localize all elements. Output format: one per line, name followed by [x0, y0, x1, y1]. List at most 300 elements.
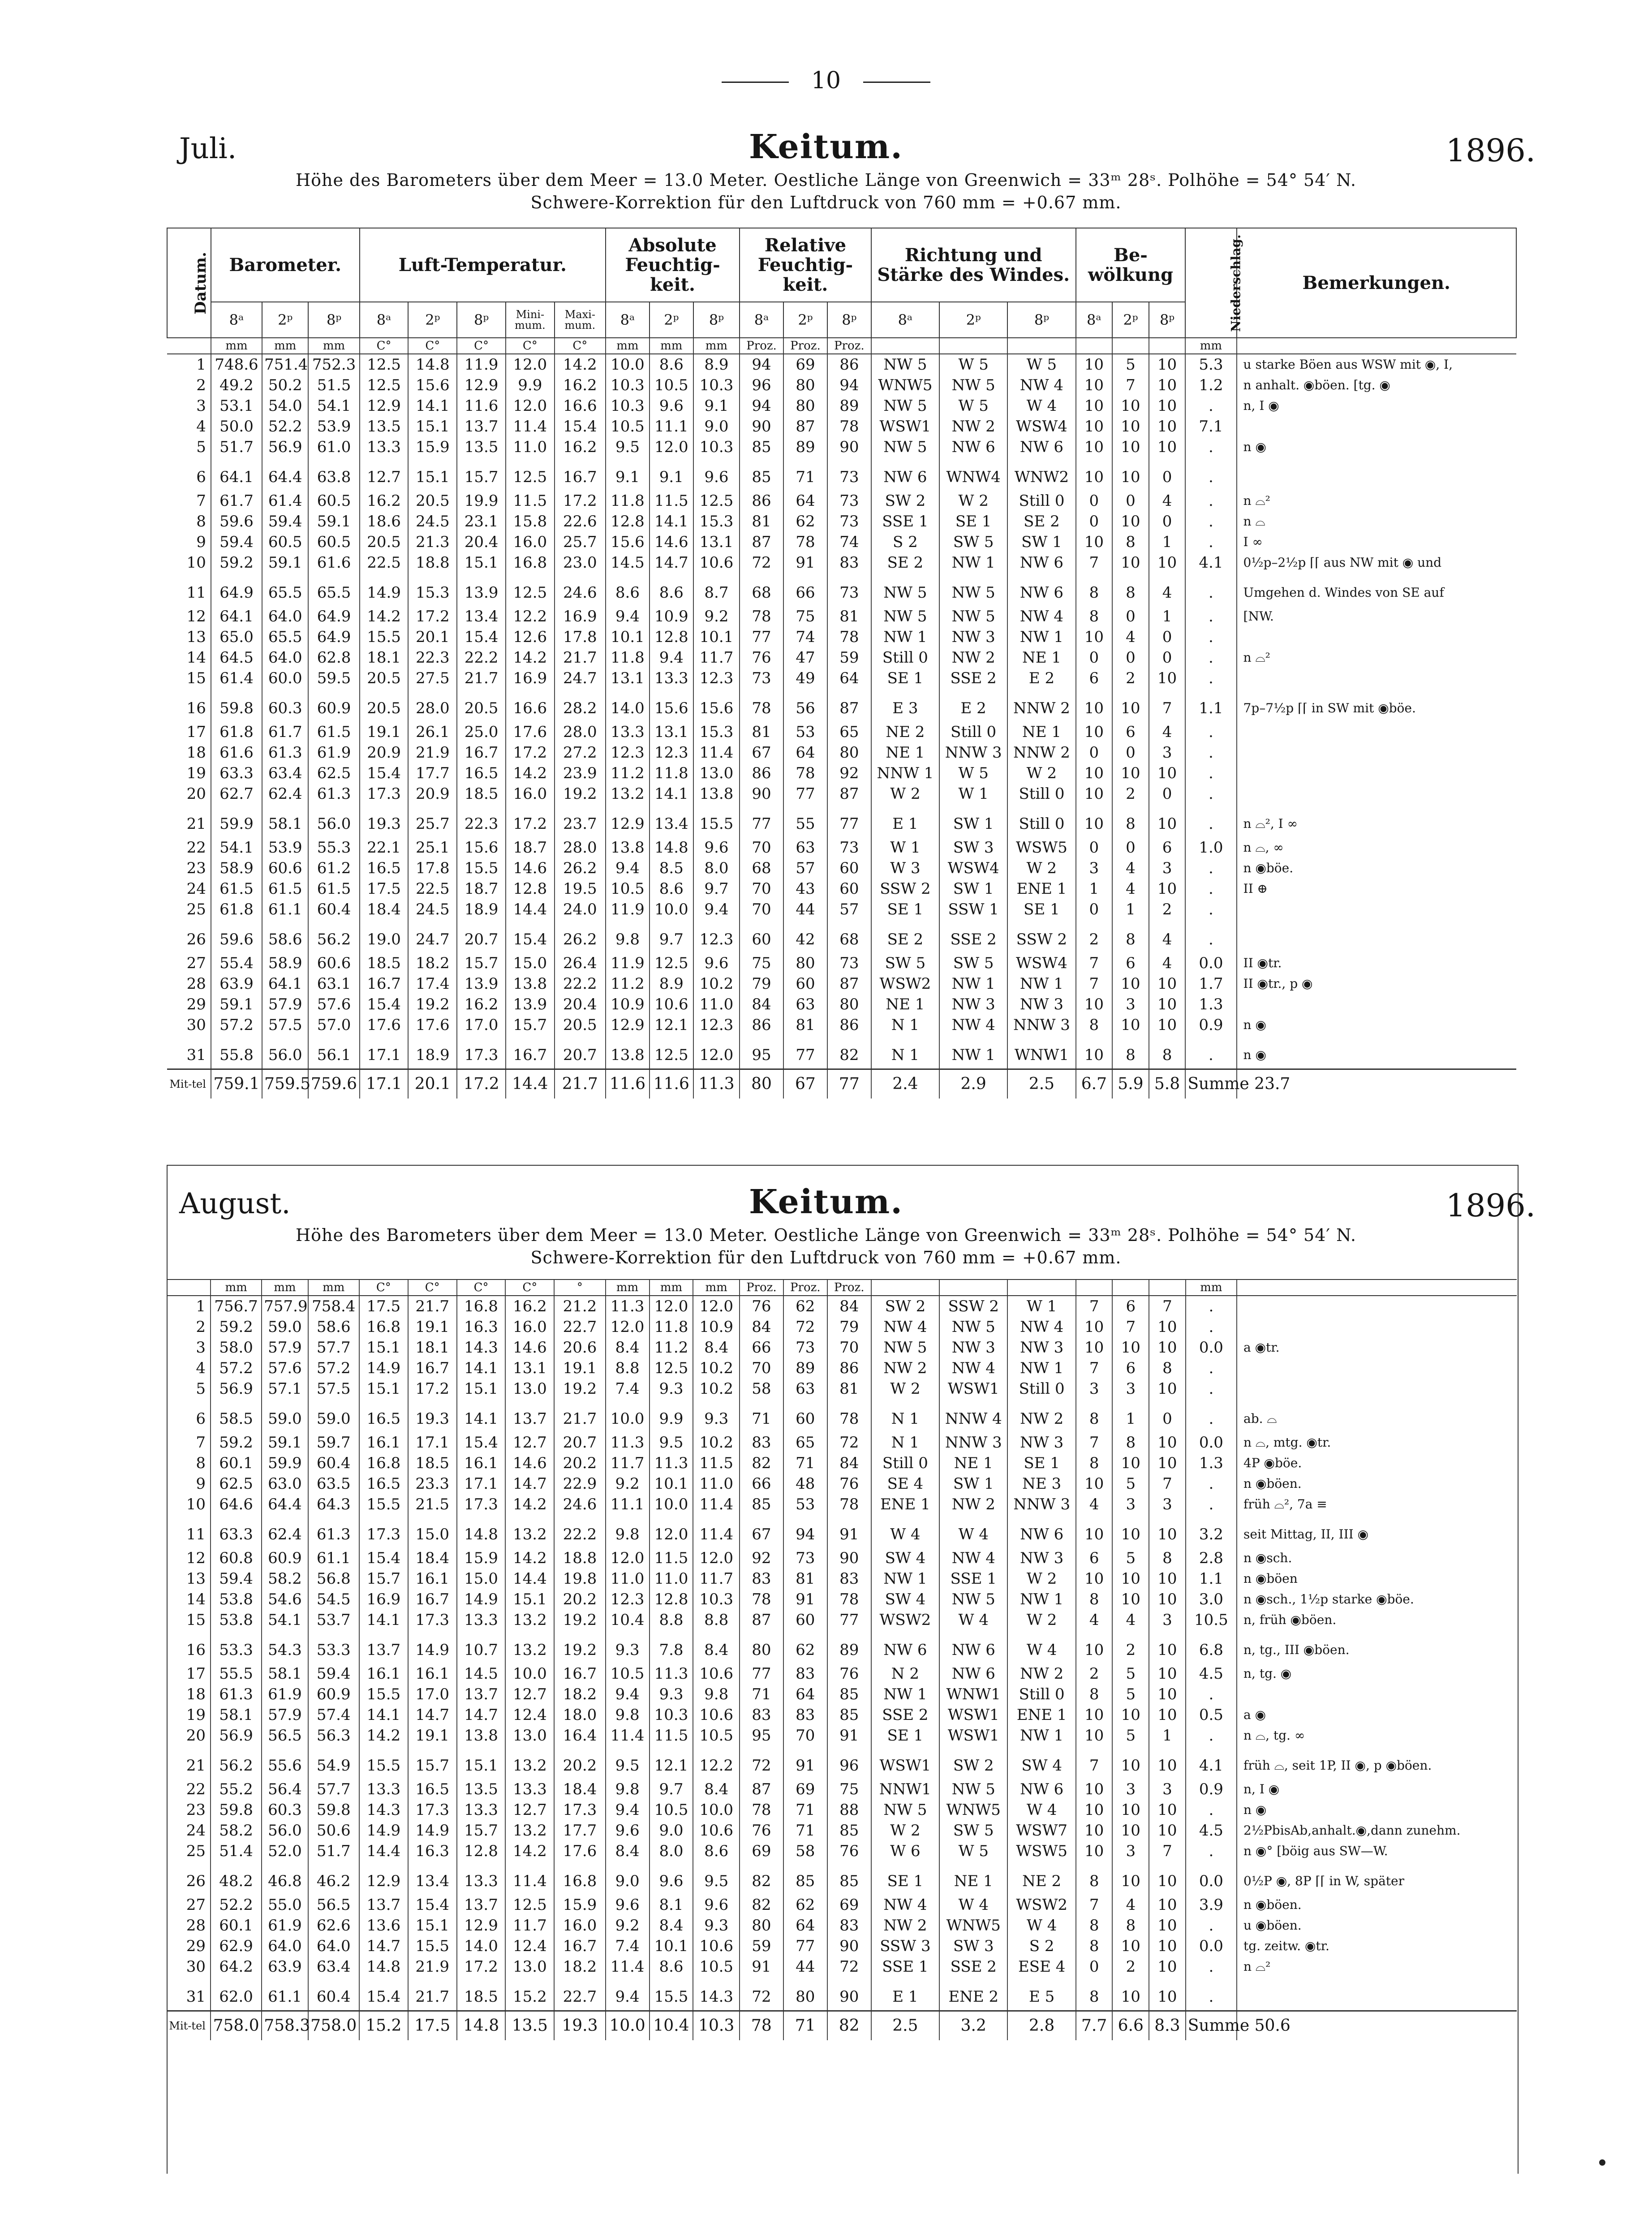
- value-cell: 3.2: [1186, 1515, 1237, 1548]
- value-cell: 81: [740, 511, 783, 532]
- value-cell: 12.8: [650, 627, 693, 647]
- value-cell: .: [1185, 784, 1236, 804]
- value-cell: 8.9: [693, 354, 740, 375]
- value-cell: 59.4: [262, 511, 308, 532]
- value-cell: 18.2: [554, 1684, 605, 1705]
- value-cell: 21.5: [408, 1494, 457, 1515]
- value-cell: 79: [827, 1317, 871, 1337]
- value-cell: 4: [1112, 879, 1149, 899]
- value-cell: 15.5: [650, 1977, 693, 2011]
- value-cell: 83: [740, 1568, 783, 1589]
- value-cell: 15.9: [457, 1548, 506, 1568]
- value-cell: 12.0: [650, 437, 693, 457]
- value-cell: 73: [827, 491, 871, 511]
- remark-cell: n ◉böen.: [1237, 1895, 1517, 1915]
- value-cell: 7: [1076, 974, 1113, 994]
- value-cell: 61.3: [308, 1515, 359, 1548]
- value-cell: 17.3: [457, 1035, 506, 1069]
- value-cell: 8.8: [693, 1610, 739, 1630]
- value-cell: 7.7: [1076, 2011, 1113, 2041]
- value-cell: 76: [827, 1663, 871, 1684]
- value-cell: 14.4: [505, 1568, 554, 1589]
- value-cell: 57: [783, 858, 827, 879]
- value-cell: 12.0: [606, 1548, 650, 1568]
- value-cell: 10: [1076, 689, 1113, 722]
- value-cell: 17.6: [408, 1015, 457, 1035]
- value-cell: 18.9: [457, 899, 506, 920]
- value-cell: 15.6: [408, 375, 457, 396]
- value-cell: 64.1: [211, 606, 262, 627]
- day-cell: 13: [186, 1570, 206, 1588]
- value-cell: 11.3: [606, 1432, 650, 1453]
- value-cell: 10: [1112, 1453, 1149, 1473]
- value-cell: Proz.: [740, 1280, 783, 1296]
- value-cell: 10.5: [650, 1800, 693, 1820]
- value-cell: 10: [1149, 1317, 1186, 1337]
- value-cell: 13.0: [505, 1379, 554, 1399]
- value-cell: 63.1: [308, 974, 359, 994]
- value-cell: 14.3: [359, 1800, 408, 1820]
- remark-cell: [1237, 920, 1516, 953]
- value-cell: 7: [1112, 375, 1149, 396]
- value-cell: 85: [827, 1820, 871, 1841]
- value-cell: W 5: [939, 354, 1007, 375]
- value-cell: W 2: [1007, 858, 1076, 879]
- value-cell: 14.5: [457, 1663, 506, 1684]
- value-cell: C°: [457, 1280, 506, 1296]
- value-cell: 43: [783, 879, 827, 899]
- day-cell: 31: [186, 1046, 206, 1064]
- value-cell: 78: [740, 1800, 783, 1820]
- value-cell: 10.5: [606, 416, 650, 437]
- location-info: Höhe des Barometers über dem Meer = 13.0 Meter. Oestliche Länge von Greenwich = 33ᵐ 28ˢ. Polhöhe = 54° 54′ N.: [295, 1225, 1356, 1245]
- value-cell: 65.0: [211, 627, 262, 647]
- value-cell: 78: [827, 627, 871, 647]
- value-cell: 3: [1112, 1841, 1149, 1861]
- value-cell: 1: [1076, 879, 1113, 899]
- value-cell: SE 1: [871, 1725, 939, 1746]
- value-cell: 9.9: [506, 375, 555, 396]
- value-cell: 9.6: [693, 1895, 739, 1915]
- value-cell: 2: [1076, 1663, 1113, 1684]
- value-cell: 16.5: [359, 1399, 408, 1432]
- value-cell: 91: [740, 1956, 783, 1977]
- year-label: 1896.: [1446, 1187, 1536, 1224]
- day-cell: 6: [196, 468, 206, 486]
- value-cell: 13.9: [506, 994, 555, 1015]
- location-info: Höhe des Barometers über dem Meer = 13.0 Meter. Oestliche Länge von Greenwich = 33ᵐ 28ˢ. Polhöhe = 54° 54′ N.: [295, 170, 1356, 190]
- value-cell: E 2: [1007, 668, 1076, 689]
- value-cell: 13.1: [650, 722, 693, 742]
- value-cell: 3: [1112, 994, 1149, 1015]
- value-cell: 10.3: [606, 375, 650, 396]
- day-cell: 16: [186, 699, 206, 717]
- value-cell: 10.2: [693, 974, 740, 994]
- temp-min: Mini-mum.: [506, 302, 555, 338]
- value-cell: 12.1: [650, 1746, 693, 1779]
- value-cell: 87: [740, 1610, 783, 1630]
- value-cell: SSW 2: [1007, 920, 1076, 953]
- value-cell: 53.3: [211, 1630, 262, 1663]
- value-cell: 70: [827, 1337, 871, 1358]
- value-cell: 17.7: [554, 1820, 605, 1841]
- value-cell: 9.4: [606, 1977, 650, 2011]
- table-row: [167, 668, 1516, 689]
- value-cell: 10: [1149, 1568, 1186, 1589]
- table-row: [167, 511, 1516, 532]
- value-cell: 10: [1149, 879, 1186, 899]
- value-cell: 22.6: [555, 511, 606, 532]
- value-cell: 11.3: [650, 1453, 693, 1473]
- value-cell: NE 1: [939, 1453, 1007, 1473]
- value-cell: 12.5: [360, 375, 409, 396]
- value-cell: Proz.: [827, 1280, 871, 1296]
- value-cell: 18.2: [554, 1956, 605, 1977]
- value-cell: 8.6: [650, 354, 693, 375]
- value-cell: 8: [1076, 1453, 1113, 1473]
- table-row: [167, 899, 1516, 920]
- value-cell: NW 3: [1007, 1432, 1076, 1453]
- value-cell: 69: [783, 1779, 827, 1800]
- value-cell: 65: [827, 722, 871, 742]
- value-cell: mm: [1185, 338, 1236, 354]
- value-cell: 56.8: [308, 1568, 359, 1589]
- value-cell: 16.7: [555, 457, 606, 491]
- value-cell: W 2: [1007, 1568, 1076, 1589]
- value-cell: 3: [1076, 1379, 1113, 1399]
- remark-cell: n ◉: [1237, 437, 1516, 457]
- value-cell: .: [1185, 457, 1236, 491]
- value-cell: 10: [1149, 763, 1186, 784]
- table-row: [167, 722, 1516, 742]
- value-cell: 8.9: [650, 974, 693, 994]
- value-cell: 56.2: [308, 920, 359, 953]
- value-cell: 23.1: [457, 511, 506, 532]
- value-cell: 11.3: [650, 1663, 693, 1684]
- value-cell: 15.1: [408, 1915, 457, 1936]
- value-cell: 51.7: [211, 437, 262, 457]
- mean-row: [167, 1069, 1516, 1099]
- value-cell: 59.8: [211, 1800, 262, 1820]
- remark-cell: [NW.: [1237, 606, 1516, 627]
- value-cell: 13.2: [505, 1820, 554, 1841]
- baro-2p: 2ᵖ: [262, 302, 308, 338]
- value-cell: 11.6: [457, 396, 506, 416]
- value-cell: 6: [1149, 837, 1186, 858]
- value-cell: 58.6: [308, 1317, 359, 1337]
- value-cell: W 4: [1007, 1800, 1076, 1820]
- value-cell: mm: [1186, 1280, 1237, 1296]
- value-cell: 62: [783, 1630, 827, 1663]
- value-cell: 15.7: [506, 1015, 555, 1035]
- value-cell: 10.1: [606, 627, 650, 647]
- rel-8a: 8ᵃ: [740, 302, 783, 338]
- value-cell: 61.0: [308, 437, 359, 457]
- value-cell: mm: [211, 1280, 262, 1296]
- value-cell: 5.3: [1185, 354, 1236, 375]
- month-label: Juli.: [179, 132, 237, 165]
- value-cell: 2.5: [1007, 1069, 1076, 1099]
- value-cell: NW 5: [939, 573, 1007, 606]
- value-cell: NW 3: [1007, 1548, 1076, 1568]
- value-cell: 62.8: [308, 647, 359, 668]
- value-cell: NW 1: [1007, 1589, 1076, 1610]
- value-cell: 13.8: [506, 974, 555, 994]
- value-cell: 61.4: [262, 491, 308, 511]
- value-cell: Proz.: [827, 338, 871, 354]
- value-cell: 60: [827, 879, 871, 899]
- value-cell: C°: [457, 338, 506, 354]
- value-cell: 13.0: [505, 1956, 554, 1977]
- table-row: [167, 953, 1516, 974]
- value-cell: 55: [783, 804, 827, 837]
- value-cell: W 4: [939, 1895, 1007, 1915]
- value-cell: 11.6: [606, 1069, 650, 1099]
- remark-cell: n ◉böe.: [1237, 858, 1516, 879]
- value-cell: 82: [740, 1453, 783, 1473]
- table-row: [167, 784, 1516, 804]
- value-cell: 62.9: [211, 1936, 262, 1956]
- value-cell: .: [1185, 491, 1236, 511]
- value-cell: 65.5: [262, 627, 308, 647]
- value-cell: W 4: [939, 1515, 1007, 1548]
- value-cell: 10: [1112, 396, 1149, 416]
- value-cell: 15.3: [693, 511, 740, 532]
- value-cell: 10: [1076, 1841, 1113, 1861]
- value-cell: 4: [1112, 858, 1149, 879]
- value-cell: 71: [783, 1800, 827, 1820]
- value-cell: 0: [1076, 491, 1113, 511]
- value-cell: 10: [1076, 994, 1113, 1015]
- value-cell: 10: [1112, 763, 1149, 784]
- value-cell: 9.4: [606, 858, 650, 879]
- value-cell: 7: [1149, 689, 1186, 722]
- value-cell: 5.9: [1112, 1069, 1149, 1099]
- value-cell: 11.3: [693, 1069, 740, 1099]
- value-cell: 57.5: [308, 1379, 359, 1399]
- remark-cell: n, tg., III ◉böen.: [1237, 1630, 1517, 1663]
- value-cell: 12.1: [650, 1015, 693, 1035]
- value-cell: 56.2: [211, 1746, 262, 1779]
- value-cell: 14.4: [506, 899, 555, 920]
- value-cell: 10.0: [606, 354, 650, 375]
- value-cell: SW 2: [939, 1746, 1007, 1779]
- value-cell: 64.6: [211, 1494, 262, 1515]
- value-cell: 54.9: [308, 1746, 359, 1779]
- value-cell: WSW4: [939, 858, 1007, 879]
- cloud-8a: 8ᵃ: [1076, 302, 1113, 338]
- baro-8p: 8ᵖ: [308, 302, 359, 338]
- value-cell: 13.4: [650, 804, 693, 837]
- remark-cell: n ◉böen: [1237, 1568, 1517, 1589]
- value-cell: 23.3: [408, 1473, 457, 1494]
- value-cell: 86: [827, 1015, 871, 1035]
- value-cell: 10.5: [693, 1956, 739, 1977]
- day-cell: 2: [196, 376, 206, 394]
- value-cell: 16.0: [554, 1915, 605, 1936]
- value-cell: [871, 338, 939, 354]
- value-cell: 11.2: [650, 1337, 693, 1358]
- value-cell: mm: [606, 1280, 650, 1296]
- value-cell: 56.4: [262, 1779, 308, 1800]
- value-cell: 10.6: [693, 1936, 739, 1956]
- value-cell: 61.1: [262, 1977, 308, 2011]
- value-cell: 94: [827, 375, 871, 396]
- value-cell: 12.7: [505, 1800, 554, 1820]
- value-cell: 15.1: [457, 552, 506, 573]
- value-cell: 6: [1112, 953, 1149, 974]
- value-cell: SW 5: [939, 1820, 1007, 1841]
- value-cell: 13.3: [457, 1861, 506, 1895]
- remark-cell: 2½PbisAb,anhalt.◉,dann zunehm.: [1237, 1820, 1517, 1841]
- value-cell: 24.7: [555, 668, 606, 689]
- value-cell: 87: [827, 784, 871, 804]
- value-cell: 14.6: [505, 1453, 554, 1473]
- value-cell: N 1: [871, 1432, 939, 1453]
- value-cell: 8.0: [693, 858, 740, 879]
- value-cell: 12.0: [606, 1317, 650, 1337]
- value-cell: 81: [783, 1568, 827, 1589]
- value-cell: 19.2: [554, 1379, 605, 1399]
- value-cell: 11.4: [693, 742, 740, 763]
- value-cell: SSE 2: [871, 1705, 939, 1725]
- value-cell: WNW4: [939, 457, 1007, 491]
- value-cell: 8.7: [693, 573, 740, 606]
- remark-cell: [1237, 668, 1516, 689]
- day-cell: Mit-tel: [167, 2011, 211, 2041]
- value-cell: 60.9: [308, 689, 359, 722]
- remark-cell: [1237, 994, 1516, 1015]
- value-cell: 5: [1112, 1725, 1149, 1746]
- value-cell: 94: [740, 354, 783, 375]
- value-cell: 77: [740, 1663, 783, 1684]
- value-cell: 49.2: [211, 375, 262, 396]
- value-cell: NW 6: [939, 437, 1007, 457]
- value-cell: NW 6: [1007, 552, 1076, 573]
- value-cell: 57.9: [262, 1337, 308, 1358]
- value-cell: NNW 3: [939, 742, 1007, 763]
- value-cell: SE 1: [871, 899, 939, 920]
- value-cell: 15.4: [360, 763, 409, 784]
- value-cell: 60.6: [308, 953, 359, 974]
- value-cell: 8.3: [1149, 2011, 1186, 2041]
- value-cell: 10: [1076, 1705, 1113, 1725]
- value-cell: 13.7: [359, 1895, 408, 1915]
- value-cell: SW 2: [871, 1296, 939, 1317]
- value-cell: 8.4: [606, 1841, 650, 1861]
- value-cell: 11.5: [693, 1453, 739, 1473]
- value-cell: 24.7: [408, 920, 457, 953]
- value-cell: NW 4: [939, 1548, 1007, 1568]
- temp-8p: 8ᵖ: [457, 302, 506, 338]
- value-cell: 80: [827, 994, 871, 1015]
- value-cell: mm: [308, 338, 359, 354]
- value-cell: SSE 1: [939, 1568, 1007, 1589]
- value-cell: 50.6: [308, 1820, 359, 1841]
- table-row: [167, 1035, 1516, 1069]
- value-cell: 3: [1149, 1610, 1186, 1630]
- year-label: 1896.: [1446, 132, 1536, 169]
- value-cell: WSW7: [1007, 1820, 1076, 1841]
- value-cell: 77: [827, 1069, 871, 1099]
- value-cell: 4: [1076, 1494, 1113, 1515]
- value-cell: 83: [827, 552, 871, 573]
- value-cell: 18.5: [457, 1977, 506, 2011]
- value-cell: 56.9: [262, 437, 308, 457]
- value-cell: 12.3: [650, 742, 693, 763]
- value-cell: 60.4: [308, 1453, 359, 1473]
- value-cell: 10: [1112, 1589, 1149, 1610]
- value-cell: 13.5: [457, 437, 506, 457]
- value-cell: 12.8: [606, 511, 650, 532]
- value-cell: 7.1: [1185, 416, 1236, 437]
- value-cell: 64.9: [308, 606, 359, 627]
- value-cell: 11.8: [606, 491, 650, 511]
- value-cell: 16.6: [506, 689, 555, 722]
- day-cell: 28: [186, 1917, 206, 1934]
- value-cell: 56.5: [262, 1725, 308, 1746]
- value-cell: Still 0: [871, 647, 939, 668]
- value-cell: 13.3: [606, 722, 650, 742]
- value-cell: 10.1: [650, 1936, 693, 1956]
- value-cell: 66: [783, 573, 827, 606]
- value-cell: W 2: [871, 1820, 939, 1841]
- value-cell: 15.1: [505, 1589, 554, 1610]
- value-cell: 88: [827, 1800, 871, 1820]
- day-cell: 26: [186, 1872, 206, 1890]
- value-cell: 20.5: [360, 668, 409, 689]
- value-cell: 12.5: [506, 573, 555, 606]
- value-cell: ENE 2: [939, 1977, 1007, 2011]
- table-row: [167, 396, 1516, 416]
- value-cell: 6: [1112, 722, 1149, 742]
- value-cell: NW 5: [871, 606, 939, 627]
- wind-8p: 8ᵖ: [1007, 302, 1076, 338]
- value-cell: SSE 1: [871, 511, 939, 532]
- value-cell: 72: [740, 1746, 783, 1779]
- value-cell: 19.1: [408, 1317, 457, 1337]
- value-cell: 61.9: [262, 1684, 308, 1705]
- value-cell: 9.3: [650, 1379, 693, 1399]
- value-cell: 78: [827, 1589, 871, 1610]
- value-cell: [939, 338, 1007, 354]
- value-cell: 8: [1076, 1684, 1113, 1705]
- value-cell: 70: [740, 879, 783, 899]
- value-cell: 10: [1076, 354, 1113, 375]
- value-cell: 75: [783, 606, 827, 627]
- value-cell: 15.4: [506, 920, 555, 953]
- value-cell: 16.2: [457, 994, 506, 1015]
- value-cell: 62: [783, 1296, 827, 1317]
- value-cell: 13.4: [457, 606, 506, 627]
- value-cell: NE 1: [1007, 647, 1076, 668]
- value-cell: .: [1186, 1494, 1237, 1515]
- value-cell: 75: [740, 953, 783, 974]
- value-cell: Still 0: [1007, 1684, 1076, 1705]
- day-cell: 24: [186, 1822, 206, 1840]
- value-cell: 9.9: [650, 1399, 693, 1432]
- right-rule: [863, 82, 930, 83]
- rel-8p: 8ᵖ: [827, 302, 871, 338]
- value-cell: 13.3: [359, 1779, 408, 1800]
- value-cell: 67: [783, 1069, 827, 1099]
- remark-cell: [1237, 416, 1516, 437]
- value-cell: 69: [827, 1895, 871, 1915]
- value-cell: 15.2: [505, 1977, 554, 2011]
- value-cell: 10: [1149, 396, 1186, 416]
- value-cell: WNW5: [939, 1915, 1007, 1936]
- value-cell: 71: [783, 1453, 827, 1473]
